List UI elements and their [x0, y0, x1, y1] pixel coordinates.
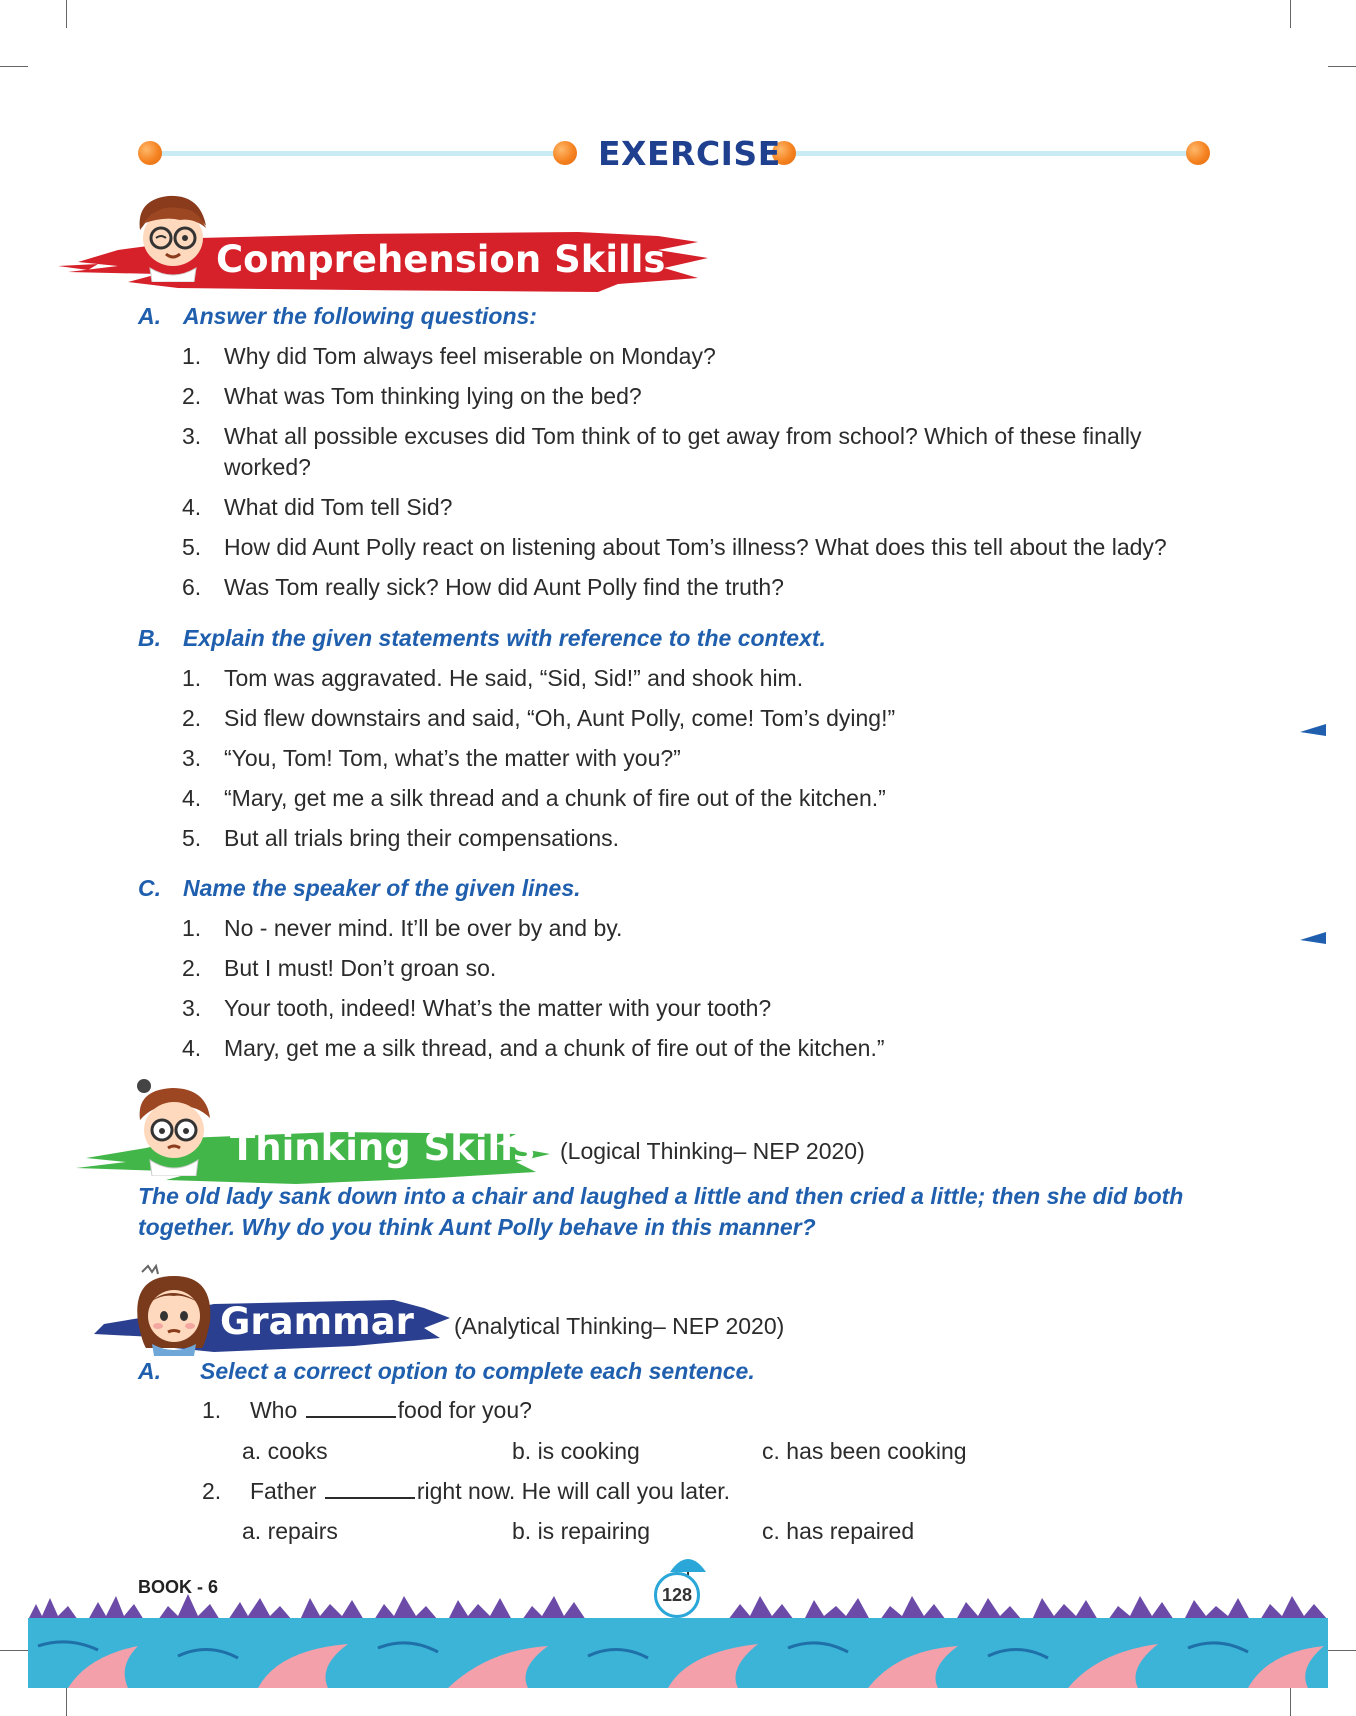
orange-dot-icon	[138, 141, 162, 165]
list-item: 1. Tom was aggravated. He said, “Sid, Sid!” and shook him.	[182, 665, 804, 691]
crop-mark	[66, 1688, 67, 1716]
list-item: 2. What was Tom thinking lying on the bed?	[182, 383, 642, 409]
header-rule-right	[792, 151, 1192, 156]
list-item: 4. What did Tom tell Sid?	[182, 494, 453, 520]
header-rule-left	[150, 151, 558, 156]
thinking-question: The old lady sank down into a chair and laughed a little and then cried a little; then she did both together. Why do you think Aunt Polly behave in this manner?	[138, 1183, 1184, 1240]
book-label: BOOK - 6	[138, 1577, 219, 1597]
section-letter: B.	[138, 625, 161, 651]
section-heading: Answer the following questions:	[183, 303, 537, 329]
list-item: 3. What all possible excuses did Tom think of to get away from school? Which of these finally worked?	[182, 423, 1142, 480]
orange-dot-icon	[553, 141, 577, 165]
crop-mark	[1328, 66, 1356, 67]
list-item: 3. “You, Tom! Tom, what’s the matter with you?”	[182, 745, 681, 771]
answer-blank[interactable]	[325, 1479, 415, 1499]
option-c[interactable]: c. has repaired	[762, 1518, 915, 1544]
list-item: 1. Why did Tom always feel miserable on Monday?	[182, 343, 716, 369]
crop-mark	[1290, 1688, 1291, 1716]
option-a[interactable]: a. repairs	[242, 1518, 338, 1544]
list-item: 1. No - never mind. It’ll be over by and by.	[182, 915, 623, 941]
crop-mark	[0, 1650, 28, 1651]
option-a[interactable]: a. cooks	[242, 1438, 328, 1464]
grammar-question-1: 1. Who food for you?	[202, 1397, 532, 1423]
grammar-question-2: 2. Father right now. He will call you later.	[202, 1478, 731, 1504]
list-item: 4. Mary, get me a silk thread, and a chunk of fire out of the kitchen.”	[182, 1035, 885, 1061]
grammar-banner-title: Grammar	[220, 1300, 414, 1343]
answer-blank[interactable]	[306, 1398, 396, 1418]
section-heading: Select a correct option to complete each sentence.	[200, 1358, 755, 1384]
crop-mark	[1290, 0, 1291, 28]
margin-arrow-icon	[1300, 930, 1328, 946]
boy-worried-icon	[130, 1078, 218, 1176]
question-list	[182, 341, 1222, 612]
page-title: EXERCISE	[598, 134, 781, 173]
thinking-note: (Logical Thinking– NEP 2020)	[560, 1138, 865, 1164]
crop-mark	[0, 66, 28, 67]
list-item: 2. But I must! Don’t groan so.	[182, 955, 497, 981]
page-number: 128	[654, 1572, 700, 1618]
section-letter: C.	[138, 875, 161, 901]
list-item: 4. “Mary, get me a silk thread and a chunk of fire out of the kitchen.”	[182, 785, 886, 811]
option-c[interactable]: c. has been cooking	[762, 1438, 967, 1464]
list-item: 2. Sid flew downstairs and said, “Oh, Aunt Polly, come! Tom’s dying!”	[182, 705, 896, 731]
thinking-banner-title: Thinking Skills	[230, 1126, 535, 1169]
list-item: 5. How did Aunt Polly react on listening about Tom’s illness? What does this tell about the lady?	[182, 534, 1167, 560]
section-letter: A.	[138, 303, 161, 329]
boy-glasses-icon	[128, 190, 218, 282]
option-b[interactable]: b. is cooking	[512, 1438, 640, 1464]
section-heading: Explain the given statements with reference to the context.	[183, 625, 826, 651]
list-item: 5. But all trials bring their compensations.	[182, 825, 620, 851]
margin-arrow-icon	[1300, 722, 1328, 738]
grammar-note: (Analytical Thinking– NEP 2020)	[454, 1313, 785, 1339]
orange-dot-icon	[1186, 141, 1210, 165]
girl-face-icon	[132, 1262, 216, 1356]
list-item: 3. Your tooth, indeed! What’s the matter with your tooth?	[182, 995, 772, 1021]
section-letter: A.	[138, 1358, 161, 1384]
crop-mark	[1328, 1650, 1356, 1651]
question-list	[182, 663, 1222, 863]
list-item: 6. Was Tom really sick? How did Aunt Polly find the truth?	[182, 574, 784, 600]
question-list	[182, 913, 1222, 1073]
comprehension-banner-title: Comprehension Skills	[216, 238, 666, 281]
option-b[interactable]: b. is repairing	[512, 1518, 651, 1544]
section-heading: Name the speaker of the given lines.	[183, 875, 581, 901]
crop-mark	[66, 0, 67, 28]
